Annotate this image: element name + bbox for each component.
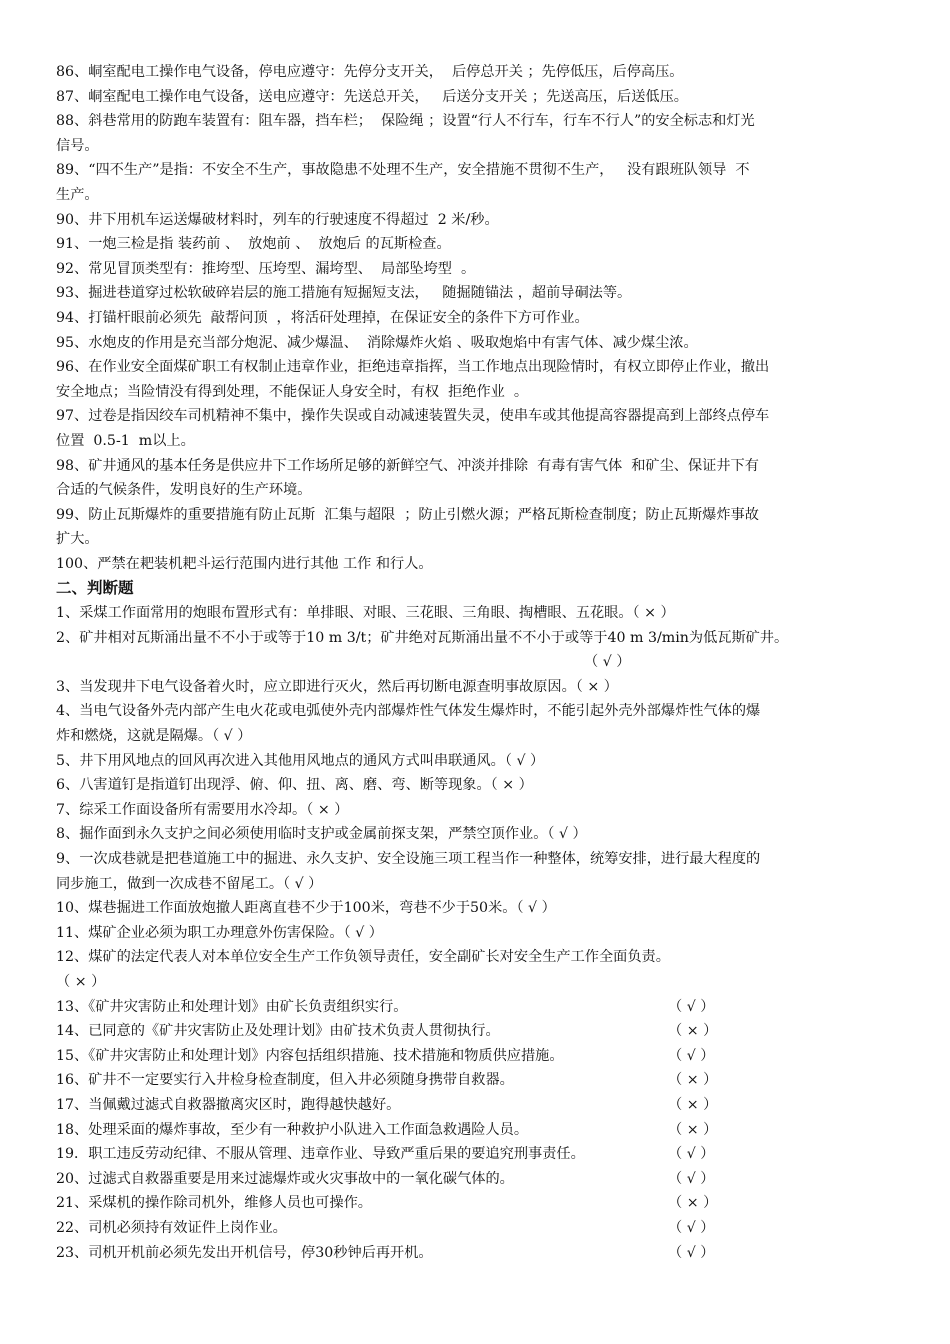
- text-line: 4、当电气设备外壳内部产生电火花或电弧使外壳内部爆炸性气体发生爆炸时，不能引起外壳外部爆炸性气体的爆: [56, 703, 761, 720]
- text-line: 87、峒室配电工操作电气设备，送电应遵守：先送总开关， 后送分支开关 ；先送高压，后送低压。: [56, 88, 688, 105]
- text-line: 99、防止瓦斯爆炸的重要措施有防止瓦斯 汇集与超限 ；防止引燃火源；严格瓦斯检查制度；防止瓦斯爆炸事故: [56, 506, 759, 523]
- judgment-row: [56, 1118, 901, 1143]
- answer-mark: （ × ）: [668, 1096, 718, 1113]
- judgment-row: [56, 1044, 901, 1069]
- question-text: 17、当佩戴过滤式自救器撤离灾区时，跑得越快越好。: [56, 1096, 401, 1113]
- text-line: 96、在作业安全面煤矿职工有权制止违章作业，拒绝违章指挥，当工作地点出现险情时，有权立即停止作业，撤出: [56, 359, 770, 376]
- answer-mark: （ √ ）: [668, 1047, 715, 1064]
- text-line: 合适的气候条件，发明良好的生产环境。: [56, 482, 312, 499]
- judgment-row: [56, 995, 901, 1020]
- answer-mark: （ √ ）: [668, 1146, 715, 1163]
- question-text: 23、司机开机前必须先发出开机信号，停30秒钟后再开机。: [56, 1244, 433, 1261]
- judgment-row: [56, 1068, 901, 1093]
- text-line: 7、综采工作面设备所有需要用水冷却。（ × ）: [56, 801, 349, 818]
- answer-mark: （ × ）: [668, 1121, 718, 1138]
- text-line: 12、煤矿的法定代表人对本单位安全生产工作负领导责任，安全副矿长对安全生产工作全面负责。: [56, 949, 670, 966]
- judgment-section: [56, 601, 901, 1265]
- text-line: 89、“四不生产”是指：不安全不生产，事故隐患不处理不生产，安全措施不贯彻不生产， 没有跟班队领导 不: [56, 162, 750, 179]
- judgment-row: [56, 1093, 901, 1118]
- answer-mark: （ √ ）: [668, 1244, 715, 1261]
- text-line: 88、斜巷常用的防跑车装置有：阻车器，挡车栏； 保险绳 ；设置“行人不行车，行车不行人”的安全标志和灯光: [56, 113, 755, 130]
- question-text: 20、过滤式自救器重要是用来过滤爆炸或火灾事故中的一氧化碳气体的。: [56, 1170, 514, 1187]
- text-line: 位置 0.5-1 m以上。: [56, 432, 195, 449]
- text-line: 扩大。: [56, 531, 99, 548]
- answer-mark: （ × ）: [668, 1195, 718, 1212]
- text-line: 10、煤巷掘进工作面放炮撤人距离直巷不少于100米，弯巷不少于50米。（ √ ）: [56, 900, 556, 917]
- text-line: 86、峒室配电工操作电气设备，停电应遵守：先停分支开关， 后停总开关 ；先停低压，后停高压。: [56, 64, 684, 80]
- answer-mark: （ × ）: [56, 973, 106, 990]
- text-line: 93、掘进巷道穿过松软破碎岩层的施工措施有短掘短支法， 随掘随锚法 ，超前导硐法等。: [56, 285, 632, 302]
- text-line: 2、矿井相对瓦斯涌出量不不小于或等于10 m 3/t；矿井绝对瓦斯涌出量不不小于或等于40 m 3/min为低瓦斯矿井。: [56, 629, 789, 646]
- text-line: 11、煤矿企业必须为职工办理意外伤害保险。（ √ ）: [56, 924, 383, 941]
- text-line: 5、井下用风地点的回风再次进入其他用风地点的通风方式叫串联通风。（ √ ）: [56, 752, 545, 769]
- judgment-row: [56, 1167, 901, 1192]
- text-line: 100、严禁在耙装机耙斗运行范围内进行其他 工作 和行人。: [56, 555, 433, 572]
- answer-mark: （ √ ）: [584, 654, 631, 671]
- judgment-row: [56, 1216, 901, 1241]
- judgment-row: [56, 1019, 901, 1044]
- section-title: 二、判断题: [56, 579, 134, 598]
- text-line: 97、过卷是指因绞车司机精神不集中，操作失误或自动减速装置失灵，使串车或其他提高容器提高到上部终点停车: [56, 408, 770, 425]
- judgment-row: [56, 1142, 901, 1167]
- text-line: 同步施工，做到一次成巷不留尾工。（ √ ）: [56, 875, 323, 892]
- question-text: 13、《矿井灾害防止和处理计划》由矿长负责组织实行。: [56, 998, 408, 1015]
- answer-mark: （ √ ）: [668, 1170, 715, 1187]
- judgment-row: [56, 1191, 901, 1216]
- text-line: 1、采煤工作面常用的炮眼布置形式有：单排眼、对眼、三花眼、三角眼、掏槽眼、五花眼。（ × ）: [56, 605, 675, 622]
- question-text: 15、《矿井灾害防止和处理计划》内容包括组织措施、技术措施和物质供应措施。: [56, 1047, 564, 1064]
- text-line: 3、当发现井下电气设备着火时，应立即进行灭火，然后再切断电源查明事故原因。（ × ）: [56, 678, 618, 695]
- fill-in-section: [56, 60, 901, 576]
- text-line: 90、井下用机车运送爆破材料时，列车的行驶速度不得超过 2 米/秒。: [56, 211, 499, 228]
- text-line: 91、一炮三检是指 装药前 、 放炮前 、 放炮后 的瓦斯检查。: [56, 236, 451, 253]
- question-text: 14、已同意的《矿井灾害防止及处理计划》由矿技术负责人贯彻执行。: [56, 1023, 500, 1040]
- question-text: 21、采煤机的操作除司机外，维修人员也可操作。: [56, 1195, 372, 1212]
- answer-mark: （ × ）: [668, 1023, 718, 1040]
- answer-mark: （ √ ）: [668, 1219, 715, 1236]
- text-line: 94、打锚杆眼前必须先 敲帮问顶 ，将活矸处理掉，在保证安全的条件下方可作业。: [56, 309, 589, 326]
- question-text: 18、处理采面的爆炸事故，至少有一种救护小队进入工作面急救遇险人员。: [56, 1121, 529, 1138]
- text-line: 生产。: [56, 186, 99, 203]
- answer-mark: （ √ ）: [668, 998, 715, 1015]
- answer-mark: （ × ）: [668, 1072, 718, 1089]
- text-line: 安全地点；当险情没有得到处理，不能保证人身安全时，有权 拒绝作业 。: [56, 383, 529, 400]
- document-page: [56, 60, 901, 1265]
- text-line: 95、水炮皮的作用是充当部分炮泥、减少爆温、 消除爆炸火焰 、吸取炮焰中有害气体、减少煤尘浓。: [56, 334, 698, 351]
- text-line: 9、一次成巷就是把巷道施工中的掘进、永久支护、安全设施三项工程当作一种整体，统筹安排，进行最大程度的: [56, 851, 761, 867]
- text-line: 98、矿井通风的基本任务是供应井下工作场所足够的新鲜空气、冲淡并排除 有毒有害气体 和矿尘、保证井下有: [56, 457, 759, 474]
- question-text: 16、矿井不一定要实行入井检身检查制度，但入井必须随身携带自救器。: [56, 1072, 514, 1089]
- text-line: 信号。: [56, 137, 99, 154]
- text-line: 6、八害道钉是指道钉出现浮、俯、仰、扭、离、磨、弯、断等现象。（ × ）: [56, 777, 533, 794]
- question-text: 22、司机必须持有效证件上岗作业。: [56, 1219, 287, 1236]
- text-line: 92、常见冒顶类型有：推垮型、压垮型、漏垮型、 局部坠垮型 。: [56, 260, 476, 277]
- text-line: 8、掘作面到永久支护之间必须使用临时支护或金属前探支架，严禁空顶作业。（ √ ）: [56, 826, 587, 843]
- question-text: 19．职工违反劳动纪律、不服从管理、违章作业、导致严重后果的要追究刑事责任。: [56, 1146, 585, 1163]
- text-line: 炸和燃烧，这就是隔爆。（ √ ）: [56, 728, 252, 745]
- judgment-row: [56, 1241, 901, 1266]
